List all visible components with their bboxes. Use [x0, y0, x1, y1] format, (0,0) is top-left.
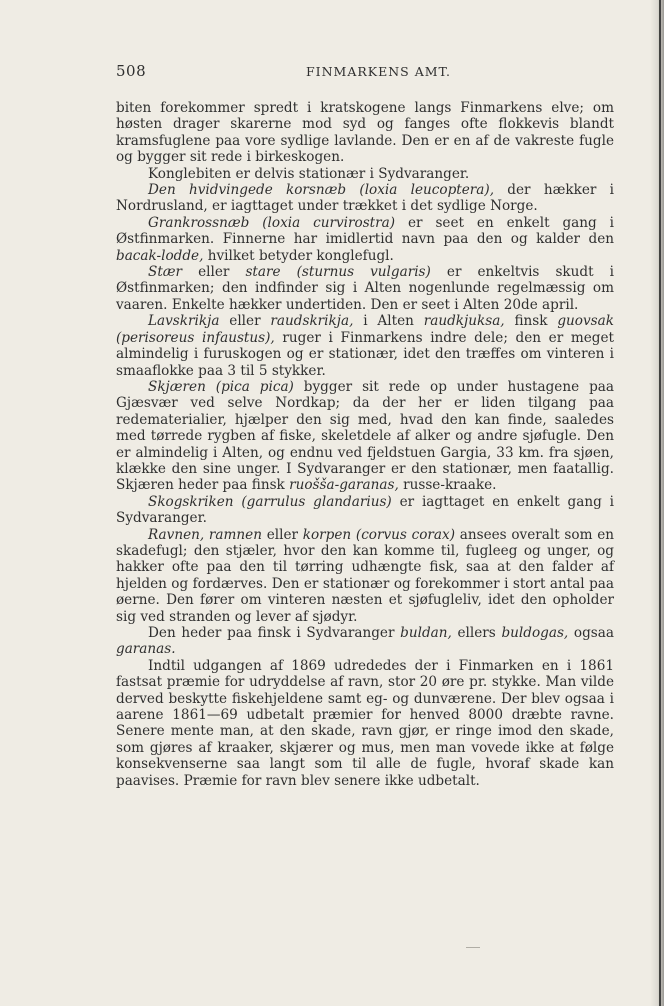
text-run: eller: [182, 264, 246, 281]
text-run: finsk: [504, 313, 558, 330]
paragraph: [116, 166, 614, 182]
page-edge-line: [659, 0, 661, 1006]
italic-term: ruošša-garanas,: [289, 477, 399, 494]
italic-term: buldan,: [400, 625, 452, 641]
page-edge-shadow: [650, 0, 664, 1006]
paragraph: [116, 264, 614, 313]
italic-term: Skjæren (pica pica): [148, 378, 294, 395]
page-number: 508: [116, 62, 147, 80]
running-title: FINMARKENS AMT.: [306, 64, 452, 79]
paragraph: [116, 215, 614, 264]
text-run: bygger sit rede op under hustagene paa Gjæsvær ved selve Nordkap; da der her er liden tilgang paa redematerialier, hjælper den sig med, hvad den kan finde, saaledes med tørrede rygben af fiske, skeletdele af alker og andre sjøfugle. Den er almindelig i Alten, og endnu ved fjeldstuen Gargia, 33 km. fra sjøen, klække den sine unger. I Sydvaranger er den stationær, men faatallig. Skjæren heder paa finsk: [116, 378, 614, 494]
text-run: ogsaa: [568, 625, 614, 641]
paragraph: [116, 100, 614, 166]
paragraph: [116, 494, 614, 527]
paragraph: [116, 625, 614, 658]
body-text: [116, 100, 614, 789]
text-run: eller: [219, 313, 271, 330]
text-run: er iagttaget en enkelt gang i Sydvaranger.: [116, 493, 614, 527]
text-run: Konglebiten er delvis stationær i Sydvaranger.: [148, 165, 470, 182]
paragraph: [116, 379, 614, 494]
paragraph: [116, 658, 614, 789]
text-run: ellers: [451, 625, 502, 641]
text-run: ruger i Finmarkens indre dele; den er meget almindelig i furuskogen og er stationær, idet den træffes om vinteren i smaaflokke paa 3 til 5 stykker.: [116, 329, 614, 379]
paragraph: [116, 182, 614, 215]
italic-term: garanas.: [116, 641, 176, 658]
text-run: hvilket betyder konglefugl.: [203, 247, 394, 264]
text-run: ansees overalt som en skadefugl; den stjæler, hvor den kan komme til, fugleeg og unger, og hakker ofte paa den til tørring udhængte fisk, saa at den falder af hjelden og fordærves. Den er stationær og forekommer i stort antal paa øerne. Den fører om vinteren næsten et sjøfugleliv, idet den opholder sig ved stranden og lever af sjødyr.: [116, 526, 614, 625]
italic-term: Grankrossnæb (loxia curvirostra): [148, 214, 396, 231]
text-run: er enkeltvis skudt i Østfinmarken; den indfinder sig i Alten nogenlunde regelmæssig om vaaren. Enkelte hækker undertiden. Den er seet i Alten 20de april.: [116, 264, 614, 313]
text-run: der hækker i Nordrusland, er iagttaget under trækket i det sydlige Norge.: [116, 182, 614, 215]
italic-term: Stær: [148, 264, 183, 281]
italic-term: Ravnen, ramnen: [148, 526, 262, 543]
paragraph: [116, 527, 614, 625]
italic-term: Skogskriken (garrulus glandarius): [148, 493, 392, 510]
text-run: russe-kraake.: [398, 477, 497, 494]
page-header: [116, 62, 614, 84]
text-run: er seet en enkelt gang i Østfinmarken. Finnerne har imidlertid navn paa den og kalder den: [116, 214, 614, 248]
italic-term: korpen (corvus corax): [302, 526, 455, 543]
text-run: Indtil udgangen af 1869 udrededes der i Finmarken en i 1861 fastsat præmie for udryddelse af ravn, stor 20 øre pr. stykke. Man vilde derved beskytte fiskehjeldene samt eg- og dunværene. Der blev ogsaa i aarene 1861—69 udbetalt præmier for henved 8000 dræbte ravne. Senere mente man, at den skade, ravn gjør, er ringe imod den skade, som gjøres af kraaker, skjærer og mus, men man vovede ikke at følge konsekvenserne saa langt som til alle de fugle, hvoraf skade kan paavises. Præmie for ravn blev senere ikke udbetalt.: [116, 657, 614, 789]
text-run: biten forekommer spredt i kratskogene langs Finmarkens elve; om høsten drager skarerne mod syd og fanges ofte flokkevis blandt kramsfuglene paa vore sydlige lavlande. Den er en af de vakreste fugle og bygger sit rede i birkeskogen.: [116, 100, 614, 166]
italic-term: buldogas,: [501, 625, 569, 641]
italic-term: stare (sturnus vulgaris): [245, 264, 431, 281]
italic-term: raudkjuksa,: [423, 313, 505, 330]
italic-term: guovsak (perisoreus infaustus),: [116, 313, 614, 346]
italic-term: raudskrikja,: [270, 313, 354, 330]
ink-mark: [466, 947, 480, 948]
text-run: eller: [261, 526, 303, 543]
paragraph: [116, 313, 614, 379]
text-run: Den heder paa finsk i Sydvaranger: [148, 625, 401, 641]
text-run: i Alten: [353, 313, 424, 330]
italic-term: Den hvidvingede korsnæb (loxia leucoptera),: [148, 182, 495, 199]
italic-term: bacak-lodde,: [116, 247, 204, 264]
italic-term: Lavskrikja: [148, 313, 220, 330]
